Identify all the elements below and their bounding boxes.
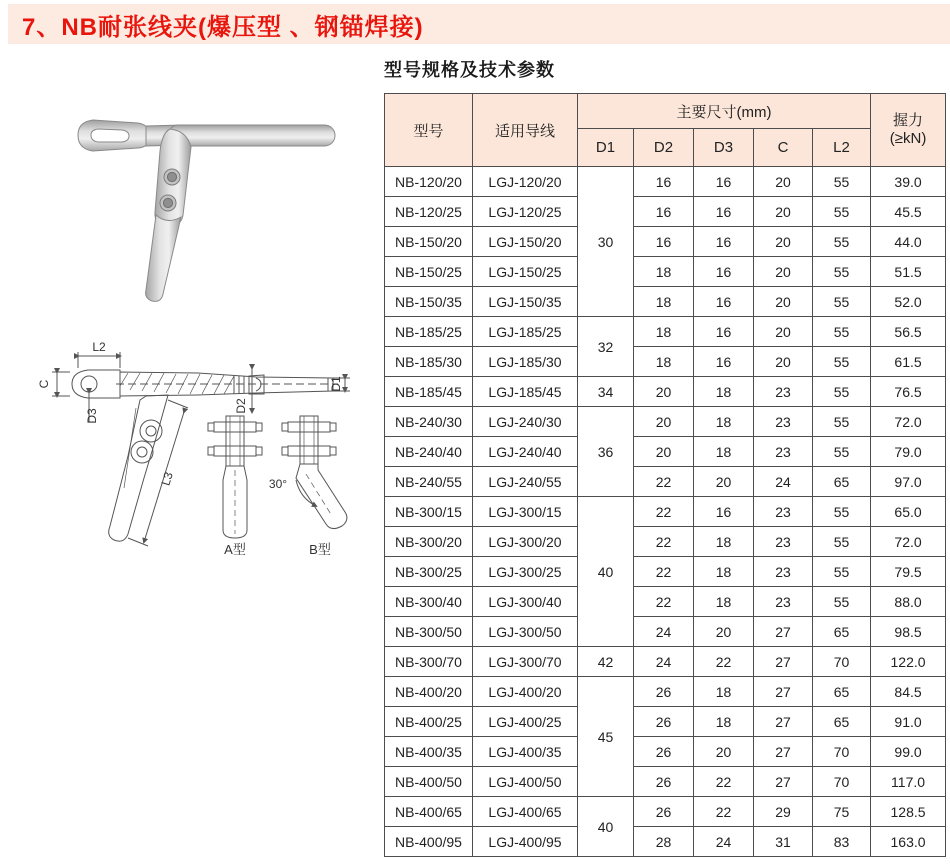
technical-drawing: [28, 338, 380, 578]
d2-cell: 18: [634, 317, 694, 347]
model-cell: NB-400/95: [385, 827, 473, 857]
l2-cell: 70: [813, 647, 871, 677]
d2-cell: 22: [634, 497, 694, 527]
d3-cell: 18: [694, 377, 754, 407]
header-d2: D2: [634, 129, 694, 167]
grip-cell: 163.0: [871, 827, 946, 857]
header-conductor: 适用导线: [473, 94, 578, 167]
d2-cell: 24: [634, 617, 694, 647]
l2-cell: 83: [813, 827, 871, 857]
d1-cell: 36: [578, 407, 634, 497]
table-row: [385, 797, 946, 827]
product-photo: [50, 85, 340, 320]
table-row: [385, 557, 946, 587]
conductor-cell: LGJ-400/25: [473, 707, 578, 737]
table-row: [385, 647, 946, 677]
table-row: [385, 227, 946, 257]
angle-label: 30°: [268, 477, 288, 491]
d3-cell: 22: [694, 797, 754, 827]
model-cell: NB-300/70: [385, 647, 473, 677]
d3-cell: 16: [694, 497, 754, 527]
c-cell: 31: [754, 827, 813, 857]
d2-cell: 26: [634, 797, 694, 827]
d2-cell: 20: [634, 377, 694, 407]
conductor-cell: LGJ-120/20: [473, 167, 578, 197]
d2-cell: 20: [634, 407, 694, 437]
conductor-cell: LGJ-240/55: [473, 467, 578, 497]
model-cell: NB-150/35: [385, 287, 473, 317]
d2-cell: 28: [634, 827, 694, 857]
table-row: [385, 767, 946, 797]
l2-cell: 55: [813, 257, 871, 287]
dim-label-d1: D1: [329, 376, 343, 392]
header-grip-line1: 握力: [893, 112, 924, 129]
c-cell: 27: [754, 707, 813, 737]
c-cell: 27: [754, 677, 813, 707]
table-row: [385, 467, 946, 497]
c-cell: 27: [754, 737, 813, 767]
conductor-cell: LGJ-150/35: [473, 287, 578, 317]
grip-cell: 51.5: [871, 257, 946, 287]
d2-cell: 22: [634, 587, 694, 617]
conductor-cell: LGJ-400/35: [473, 737, 578, 767]
grip-cell: 56.5: [871, 317, 946, 347]
c-cell: 20: [754, 167, 813, 197]
model-cell: NB-400/20: [385, 677, 473, 707]
model-cell: NB-300/40: [385, 587, 473, 617]
table-row: [385, 197, 946, 227]
grip-cell: 98.5: [871, 617, 946, 647]
dim-label-d2: D2: [234, 398, 248, 414]
d2-cell: 18: [634, 287, 694, 317]
dim-label-d3: D3: [85, 408, 99, 424]
conductor-cell: LGJ-300/15: [473, 497, 578, 527]
d2-cell: 16: [634, 197, 694, 227]
d1-cell: 45: [578, 677, 634, 797]
d2-cell: 16: [634, 167, 694, 197]
c-cell: 20: [754, 257, 813, 287]
d1-cell: 40: [578, 797, 634, 857]
c-cell: 23: [754, 587, 813, 617]
header-model: 型号: [385, 94, 473, 167]
table-row: [385, 287, 946, 317]
dim-label-c: C: [37, 379, 51, 389]
d3-cell: 16: [694, 317, 754, 347]
model-cell: NB-240/55: [385, 467, 473, 497]
model-cell: NB-400/25: [385, 707, 473, 737]
conductor-cell: LGJ-400/20: [473, 677, 578, 707]
model-cell: NB-300/20: [385, 527, 473, 557]
grip-cell: 65.0: [871, 497, 946, 527]
table-row: [385, 707, 946, 737]
d3-cell: 16: [694, 167, 754, 197]
conductor-cell: LGJ-400/50: [473, 767, 578, 797]
grip-cell: 128.5: [871, 797, 946, 827]
conductor-cell: LGJ-300/40: [473, 587, 578, 617]
grip-cell: 52.0: [871, 287, 946, 317]
table-row: [385, 377, 946, 407]
dim-label-l3: L3: [158, 470, 176, 488]
d2-cell: 22: [634, 467, 694, 497]
grip-cell: 61.5: [871, 347, 946, 377]
table-row: [385, 497, 946, 527]
conductor-cell: LGJ-240/30: [473, 407, 578, 437]
tension-clamp-photo: [50, 85, 340, 320]
c-cell: 20: [754, 347, 813, 377]
l2-cell: 55: [813, 197, 871, 227]
d3-cell: 20: [694, 737, 754, 767]
d3-cell: 18: [694, 557, 754, 587]
c-cell: 27: [754, 617, 813, 647]
d2-cell: 24: [634, 647, 694, 677]
l2-cell: 55: [813, 527, 871, 557]
d2-cell: 26: [634, 707, 694, 737]
grip-cell: 84.5: [871, 677, 946, 707]
d1-cell: 30: [578, 167, 634, 317]
model-cell: NB-120/25: [385, 197, 473, 227]
table-row: [385, 437, 946, 467]
model-cell: NB-400/65: [385, 797, 473, 827]
header-dims-group: 主要尺寸(mm): [578, 94, 871, 129]
l2-cell: 55: [813, 287, 871, 317]
d3-cell: 16: [694, 257, 754, 287]
d2-cell: 26: [634, 767, 694, 797]
l2-cell: 55: [813, 347, 871, 377]
conductor-cell: LGJ-120/25: [473, 197, 578, 227]
c-cell: 20: [754, 227, 813, 257]
d3-cell: 18: [694, 707, 754, 737]
conductor-cell: LGJ-400/95: [473, 827, 578, 857]
table-row: [385, 317, 946, 347]
table-row: [385, 347, 946, 377]
model-cell: NB-120/20: [385, 167, 473, 197]
d1-cell: 40: [578, 497, 634, 647]
c-cell: 20: [754, 287, 813, 317]
c-cell: 23: [754, 497, 813, 527]
table-row: [385, 167, 946, 197]
table-row: [385, 617, 946, 647]
d3-cell: 16: [694, 347, 754, 377]
d2-cell: 18: [634, 347, 694, 377]
d2-cell: 20: [634, 437, 694, 467]
model-cell: NB-185/30: [385, 347, 473, 377]
grip-cell: 88.0: [871, 587, 946, 617]
dimension-drawing: [28, 338, 380, 578]
l2-cell: 65: [813, 677, 871, 707]
d3-cell: 18: [694, 407, 754, 437]
conductor-cell: LGJ-185/30: [473, 347, 578, 377]
model-cell: NB-240/40: [385, 437, 473, 467]
d2-cell: 22: [634, 527, 694, 557]
d2-cell: 16: [634, 227, 694, 257]
c-cell: 23: [754, 437, 813, 467]
d2-cell: 22: [634, 557, 694, 587]
grip-cell: 97.0: [871, 467, 946, 497]
header-grip-line2: (≥kN): [889, 130, 927, 147]
d2-cell: 26: [634, 737, 694, 767]
grip-cell: 117.0: [871, 767, 946, 797]
c-cell: 23: [754, 557, 813, 587]
c-cell: 20: [754, 317, 813, 347]
l2-cell: 55: [813, 317, 871, 347]
grip-cell: 91.0: [871, 707, 946, 737]
l2-cell: 55: [813, 437, 871, 467]
section-title: 7、NB耐张线夹(爆压型 、钢锚焊接): [22, 13, 424, 41]
model-cell: NB-150/20: [385, 227, 473, 257]
d1-cell: 34: [578, 377, 634, 407]
d2-cell: 18: [634, 257, 694, 287]
grip-cell: 72.0: [871, 527, 946, 557]
table-row: [385, 677, 946, 707]
d3-cell: 20: [694, 467, 754, 497]
c-cell: 23: [754, 407, 813, 437]
d3-cell: 18: [694, 437, 754, 467]
table-row: [385, 407, 946, 437]
header-grip: [871, 94, 946, 167]
model-cell: NB-400/35: [385, 737, 473, 767]
conductor-cell: LGJ-150/25: [473, 257, 578, 287]
conductor-cell: LGJ-300/20: [473, 527, 578, 557]
c-cell: 27: [754, 647, 813, 677]
d3-cell: 16: [694, 287, 754, 317]
table-row: [385, 257, 946, 287]
d3-cell: 16: [694, 227, 754, 257]
model-cell: NB-400/50: [385, 767, 473, 797]
conductor-cell: LGJ-300/25: [473, 557, 578, 587]
header-c: C: [754, 129, 813, 167]
grip-cell: 39.0: [871, 167, 946, 197]
d3-cell: 20: [694, 617, 754, 647]
l2-cell: 55: [813, 377, 871, 407]
d1-cell: 32: [578, 317, 634, 377]
grip-cell: 79.5: [871, 557, 946, 587]
c-cell: 20: [754, 197, 813, 227]
model-cell: NB-185/45: [385, 377, 473, 407]
c-cell: 23: [754, 377, 813, 407]
table-row: [385, 827, 946, 857]
type-b-label: B型: [309, 542, 331, 557]
grip-cell: 76.5: [871, 377, 946, 407]
d1-cell: 42: [578, 647, 634, 677]
grip-cell: 44.0: [871, 227, 946, 257]
l2-cell: 55: [813, 587, 871, 617]
l2-cell: 55: [813, 167, 871, 197]
d3-cell: 18: [694, 587, 754, 617]
conductor-cell: LGJ-185/45: [473, 377, 578, 407]
d2-cell: 26: [634, 677, 694, 707]
conductor-cell: LGJ-185/25: [473, 317, 578, 347]
table-row: [385, 527, 946, 557]
model-cell: NB-185/25: [385, 317, 473, 347]
model-cell: NB-300/25: [385, 557, 473, 587]
model-cell: NB-150/25: [385, 257, 473, 287]
header-d3: D3: [694, 129, 754, 167]
table-subtitle: 型号规格及技术参数: [384, 60, 555, 80]
spec-table: [384, 93, 946, 857]
c-cell: 27: [754, 767, 813, 797]
d3-cell: 16: [694, 197, 754, 227]
grip-cell: 99.0: [871, 737, 946, 767]
model-cell: NB-300/50: [385, 617, 473, 647]
c-cell: 23: [754, 527, 813, 557]
conductor-cell: LGJ-240/40: [473, 437, 578, 467]
l2-cell: 65: [813, 617, 871, 647]
c-cell: 29: [754, 797, 813, 827]
table-row: [385, 587, 946, 617]
l2-cell: 70: [813, 767, 871, 797]
l2-cell: 55: [813, 407, 871, 437]
spec-table-container: [384, 93, 945, 857]
d3-cell: 18: [694, 527, 754, 557]
grip-cell: 122.0: [871, 647, 946, 677]
type-a-label: A型: [224, 542, 246, 557]
header-d1: D1: [578, 129, 634, 167]
spec-table-body: [385, 167, 946, 857]
l2-cell: 65: [813, 467, 871, 497]
conductor-cell: LGJ-300/50: [473, 617, 578, 647]
conductor-cell: LGJ-150/20: [473, 227, 578, 257]
l2-cell: 70: [813, 737, 871, 767]
d3-cell: 18: [694, 677, 754, 707]
grip-cell: 72.0: [871, 407, 946, 437]
conductor-cell: LGJ-400/65: [473, 797, 578, 827]
l2-cell: 55: [813, 557, 871, 587]
d3-cell: 24: [694, 827, 754, 857]
grip-cell: 79.0: [871, 437, 946, 467]
l2-cell: 75: [813, 797, 871, 827]
model-cell: NB-300/15: [385, 497, 473, 527]
d3-cell: 22: [694, 647, 754, 677]
table-row: [385, 737, 946, 767]
d3-cell: 22: [694, 767, 754, 797]
l2-cell: 65: [813, 707, 871, 737]
l2-cell: 55: [813, 497, 871, 527]
header-l2: L2: [813, 129, 871, 167]
dim-label-l2: L2: [92, 340, 106, 354]
model-cell: NB-240/30: [385, 407, 473, 437]
grip-cell: 45.5: [871, 197, 946, 227]
l2-cell: 55: [813, 227, 871, 257]
conductor-cell: LGJ-300/70: [473, 647, 578, 677]
section-banner: [8, 4, 950, 44]
c-cell: 24: [754, 467, 813, 497]
